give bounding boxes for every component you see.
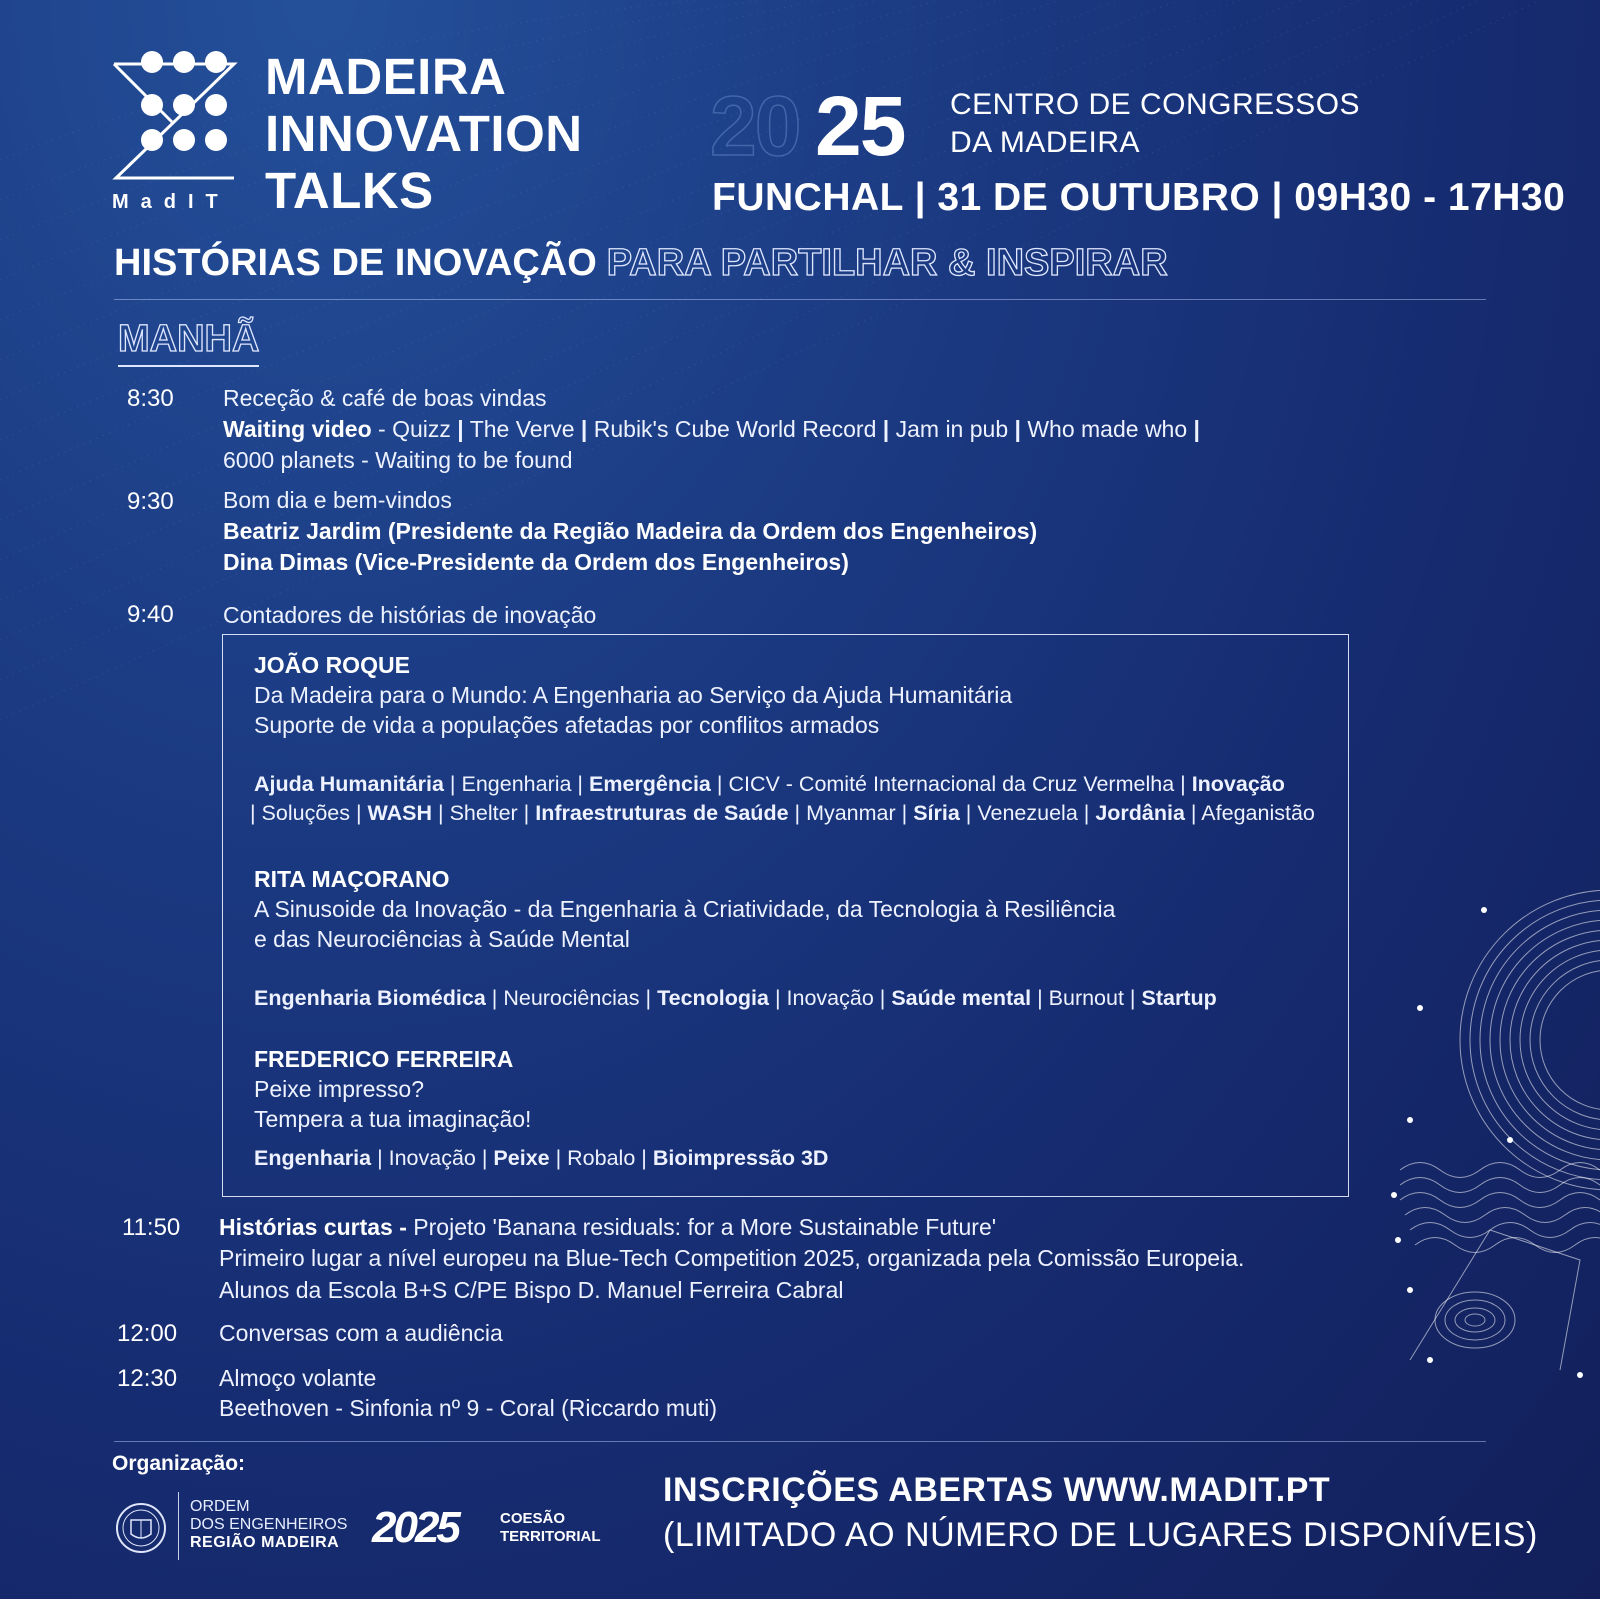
- wv-item: Jam in pub: [889, 416, 1015, 442]
- tag: | Afeganistão: [1184, 801, 1315, 825]
- tag: WASH: [367, 801, 433, 825]
- s4-bold: Histórias curtas -: [219, 1214, 407, 1240]
- tag: Engenharia Biomédica: [254, 986, 486, 1010]
- org-divider: [178, 1492, 179, 1560]
- time-12-00: 12:00: [117, 1320, 178, 1347]
- speaker-name-1: JOÃO ROQUE: [254, 652, 410, 678]
- tag: Engenharia: [254, 1146, 372, 1170]
- speaker-name-2: RITA MAÇORANO: [254, 866, 450, 892]
- venue: [950, 86, 1360, 162]
- s5-line1: Conversas com a audiência: [219, 1320, 503, 1346]
- event-date-line: FUNCHAL | 31 DE OUTUBRO | 09H30 - 17H30: [712, 176, 1566, 219]
- speaker-1-tags-line-1: [254, 772, 1285, 797]
- s4-line2: Primeiro lugar a nível europeu na Blue-Tech Competition 2025, organizada pela Comissão Europeia.: [219, 1245, 1245, 1271]
- section-title-morning: MANHÃ: [118, 318, 259, 367]
- tagline: [114, 242, 1168, 285]
- time-8-30: 8:30: [127, 385, 174, 412]
- ordem-engenheiros-seal-icon: [115, 1496, 167, 1560]
- tag: Peixe: [493, 1146, 550, 1170]
- s4-line3: Alunos da Escola B+S C/PE Bispo D. Manuel Ferreira Cabral: [219, 1277, 844, 1303]
- ordem-engenheiros-logo: [190, 1498, 347, 1552]
- tag: Jordânia: [1095, 801, 1185, 825]
- tag: Tecnologia: [657, 986, 769, 1010]
- event-brand: [265, 48, 583, 219]
- brand-line-3: TALKS: [265, 162, 434, 219]
- tag: Inovação: [1191, 772, 1285, 796]
- registration-limited: (LIMITADO AO NÚMERO DE LUGARES DISPONÍVEIS): [663, 1516, 1538, 1554]
- tag: | Soluções |: [250, 801, 368, 825]
- s6-line1: Almoço volante: [219, 1365, 377, 1391]
- time-11-50: 11:50: [122, 1214, 181, 1241]
- org-line-2: DOS ENGENHEIROS: [190, 1516, 348, 1533]
- year-suffix: 25: [815, 79, 905, 173]
- tag: | Engenharia |: [443, 772, 589, 796]
- logo-text: MadIT: [112, 191, 230, 213]
- registration-open: INSCRIÇÕES ABERTAS WWW.MADIT.PT: [663, 1471, 1331, 1509]
- speaker-2-talk-line-2: e das Neurociências à Saúde Mental: [254, 926, 630, 952]
- org-line-3: REGIÃO MADEIRA: [190, 1534, 340, 1551]
- madit-logo-icon: [112, 50, 252, 215]
- s3-line1: Contadores de histórias de inovação: [223, 602, 597, 628]
- tag: | Inovação |: [371, 1146, 494, 1170]
- header-divider: [114, 299, 1486, 300]
- brand-line-1: MADEIRA: [265, 48, 507, 105]
- tag: Bioimpressão 3D: [652, 1146, 829, 1170]
- wv-item: The Verve: [463, 416, 581, 442]
- tag: | Shelter |: [432, 801, 536, 825]
- venue-line-2: DA MADEIRA: [950, 126, 1141, 159]
- tag: | CICV - Comité Internacional da Cruz Vermelha |: [710, 772, 1192, 796]
- tag: Infraestruturas de Saúde: [535, 801, 789, 825]
- speaker-3-tags: [254, 1146, 828, 1171]
- tagline-bold: HISTÓRIAS DE INOVAÇÃO: [114, 242, 597, 284]
- speaker-name-3: FREDERICO FERREIRA: [254, 1046, 514, 1072]
- speaker-1-tags-line-2: [250, 801, 1315, 826]
- tag: Saúde mental: [891, 986, 1032, 1010]
- wv-item: Rubik's Cube World Record: [587, 416, 883, 442]
- wv-item: - Quizz: [371, 416, 458, 442]
- s6-line2: Beethoven - Sinfonia nº 9 - Coral (Riccardo muti): [219, 1395, 718, 1421]
- s2-speaker-2: Dina Dimas (Vice-Presidente da Ordem dos Engenheiros): [223, 549, 849, 575]
- s1-line1: Receção & café de boas vindas: [223, 385, 547, 411]
- tagline-outline: PARA PARTILHAR & INSPIRAR: [606, 242, 1168, 284]
- speaker-1-talk-line-1: Da Madeira para o Mundo: A Engenharia ao Serviço da Ajuda Humanitária: [254, 682, 1013, 708]
- coesao-2025-logo: 2025: [372, 1503, 458, 1552]
- tag: | Neurociências |: [485, 986, 658, 1010]
- coesao-territorial: [500, 1510, 601, 1546]
- org-line-1: ORDEM: [190, 1498, 250, 1515]
- speaker-3-talk-line-2: Tempera a tua imaginação!: [254, 1106, 532, 1132]
- tag: Ajuda Humanitária: [254, 772, 444, 796]
- time-12-30: 12:30: [117, 1365, 178, 1392]
- tag: | Robalo |: [549, 1146, 653, 1170]
- s1-waiting-video: Waiting video - Quizz | The Verve | Rubik's Cube World Record | Jam in pub | Who made who |: [223, 416, 1200, 442]
- speaker-1-talk-line-2: Suporte de vida a populações afetadas por conflitos armados: [254, 712, 880, 738]
- time-9-30: 9:30: [127, 488, 174, 515]
- wave-graphic-icon: [1380, 840, 1600, 1400]
- footer-divider: [114, 1441, 1486, 1442]
- year-prefix: 20: [710, 79, 800, 173]
- coesao-line-1: COESÃO: [500, 1510, 566, 1527]
- s2-line1: Bom dia e bem-vindos: [223, 487, 452, 513]
- brand-line-2: INNOVATION: [265, 105, 583, 162]
- tag: | Venezuela |: [959, 801, 1096, 825]
- tag: | Burnout |: [1031, 986, 1142, 1010]
- tag: | Myanmar |: [788, 801, 914, 825]
- tag: Emergência: [589, 772, 711, 796]
- s2-speaker-1: Beatriz Jardim (Presidente da Região Madeira da Ordem dos Engenheiros): [223, 518, 1038, 544]
- waiting-video-label: Waiting video: [223, 416, 372, 442]
- s4-line1: [219, 1214, 996, 1241]
- tag: Startup: [1141, 986, 1217, 1010]
- s4-rest: Projeto 'Banana residuals: for a More Sustainable Future': [406, 1214, 997, 1240]
- speaker-2-tags: [254, 986, 1217, 1011]
- wv-item: Who made who: [1020, 416, 1194, 442]
- organization-label: Organização:: [112, 1452, 246, 1475]
- tag: | Inovação |: [768, 986, 892, 1010]
- speaker-2-talk-line-1: A Sinusoide da Inovação - da Engenharia à Criatividade, da Tecnologia à Resiliência: [254, 896, 1116, 922]
- tag: Síria: [913, 801, 960, 825]
- speaker-3-talk-line-1: Peixe impresso?: [254, 1076, 425, 1102]
- coesao-line-2: TERRITORIAL: [500, 1528, 601, 1545]
- time-9-40: 9:40: [127, 601, 174, 628]
- venue-line-1: CENTRO DE CONGRESSOS: [950, 88, 1361, 121]
- s1-line3: 6000 planets - Waiting to be found: [223, 447, 573, 473]
